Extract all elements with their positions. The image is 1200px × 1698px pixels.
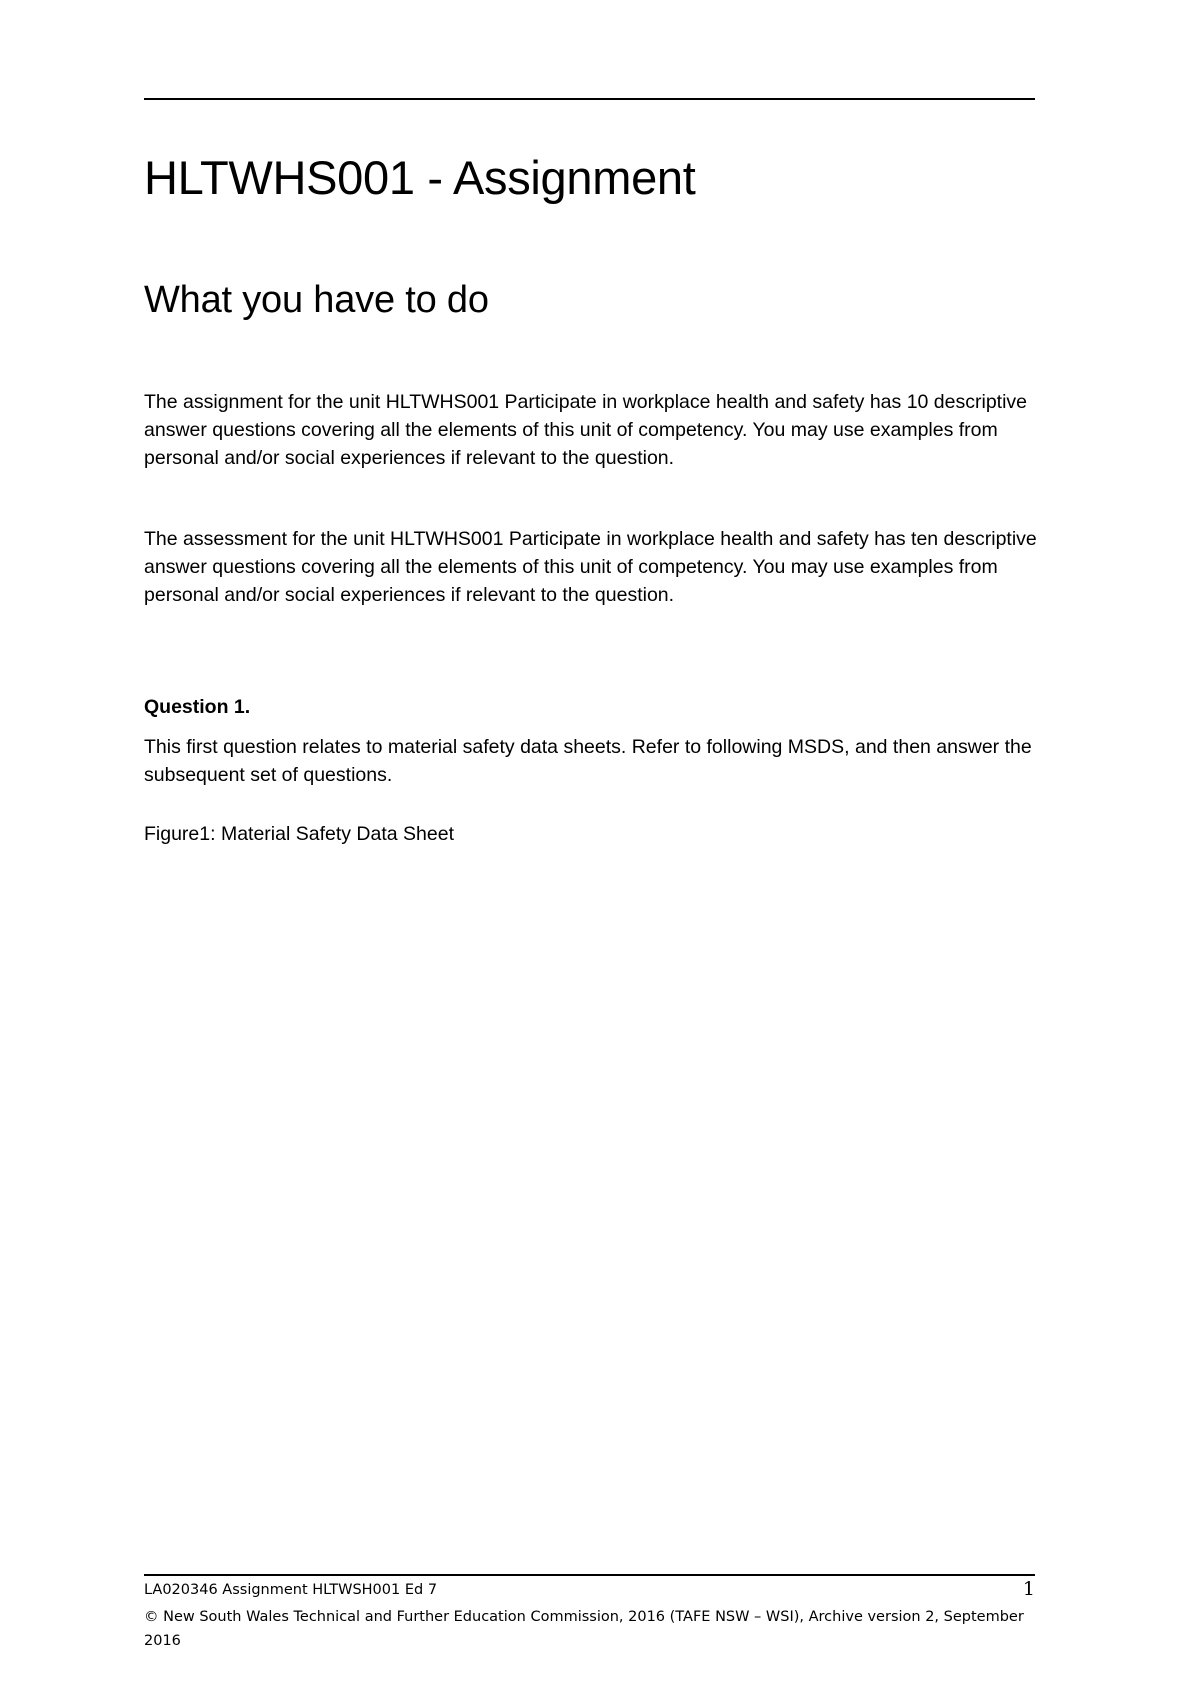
footer-copyright: © New South Wales Technical and Further Education Commission, 2016 (TAFE NSW – WSI), Archive version 2, September 2016 bbox=[144, 1609, 1024, 1649]
question-text: This first question relates to material safety data sheets. Refer to following MSDS, and then answer the subsequent set of questions. bbox=[144, 736, 1032, 786]
figure-caption: Figure1: Material Safety Data Sheet bbox=[144, 823, 454, 845]
header-rule bbox=[144, 98, 1035, 100]
footer-document-code: LA020346 Assignment HLTWSH001 Ed 7 bbox=[144, 1582, 438, 1598]
document-title: HLTWHS001 - Assignment bbox=[144, 151, 696, 204]
intro-paragraph-assessment: The assessment for the unit HLTWHS001 Participate in workplace health and safety has ten descriptive answer questions covering all the elements of this unit of competency. You may use examples from personal and/or social experiences if relevant to the question. bbox=[144, 528, 1037, 606]
page-number: 1 bbox=[1022, 1578, 1035, 1600]
question-heading: Question 1. bbox=[144, 696, 251, 718]
section-heading: What you have to do bbox=[144, 279, 489, 321]
footer-rule bbox=[144, 1574, 1035, 1576]
intro-paragraph-assignment: The assignment for the unit HLTWHS001 Participate in workplace health and safety has 10 descriptive answer questions covering all the elements of this unit of competency. You may use examples from personal and/or social experiences if relevant to the question. bbox=[144, 391, 1028, 469]
